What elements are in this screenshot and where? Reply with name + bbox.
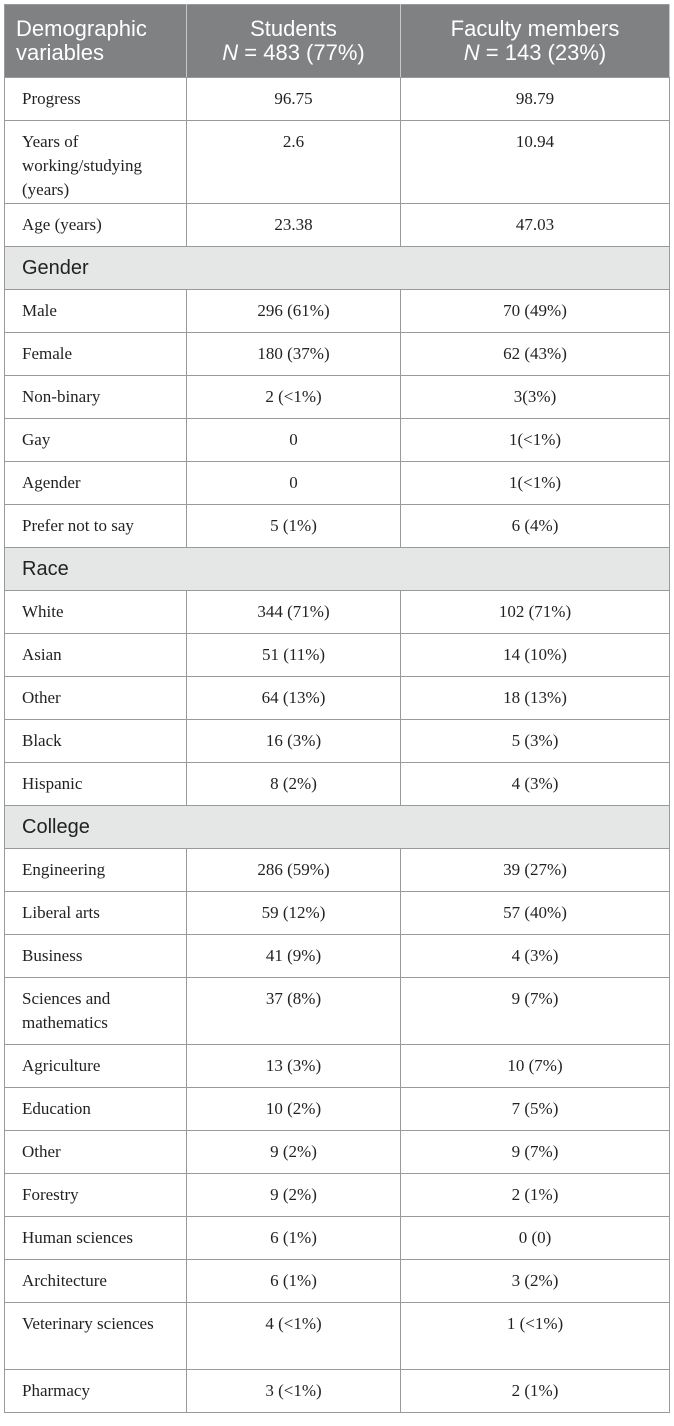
- table-row: [5, 419, 670, 462]
- students-value: 2.6: [187, 121, 401, 204]
- row-label: Veterinary sciences: [5, 1303, 187, 1370]
- students-value: 13 (3%): [187, 1045, 401, 1088]
- row-label: Prefer not to say: [5, 505, 187, 548]
- faculty-value: 0 (0): [401, 1217, 670, 1260]
- table-row: [5, 978, 670, 1045]
- students-value: 9 (2%): [187, 1131, 401, 1174]
- row-label: Sciences and mathematics: [5, 978, 187, 1045]
- students-value: 180 (37%): [187, 333, 401, 376]
- table-body: [5, 78, 670, 1413]
- students-value: 2 (<1%): [187, 376, 401, 419]
- row-label: Human sciences: [5, 1217, 187, 1260]
- table-header: [5, 5, 670, 78]
- students-value: 16 (3%): [187, 720, 401, 763]
- table-row: [5, 591, 670, 634]
- row-label: Age (years): [5, 204, 187, 247]
- section-row-race: [5, 548, 670, 591]
- header-students-title: Students: [250, 16, 337, 41]
- faculty-value: 10 (7%): [401, 1045, 670, 1088]
- row-label: Female: [5, 333, 187, 376]
- students-value: 23.38: [187, 204, 401, 247]
- faculty-value: 9 (7%): [401, 1131, 670, 1174]
- table-row: [5, 720, 670, 763]
- faculty-value: 102 (71%): [401, 591, 670, 634]
- table-row: [5, 505, 670, 548]
- header-students: [187, 5, 401, 78]
- table-row: [5, 376, 670, 419]
- table-row: [5, 78, 670, 121]
- faculty-value: 62 (43%): [401, 333, 670, 376]
- table-row: [5, 1088, 670, 1131]
- row-label: Black: [5, 720, 187, 763]
- row-label: Progress: [5, 78, 187, 121]
- students-value: 64 (13%): [187, 677, 401, 720]
- students-value: 344 (71%): [187, 591, 401, 634]
- faculty-value: 39 (27%): [401, 849, 670, 892]
- table-row: [5, 1303, 670, 1370]
- faculty-value: 4 (3%): [401, 935, 670, 978]
- row-label: Agender: [5, 462, 187, 505]
- header-faculty-n-var: N: [463, 40, 480, 65]
- table-row: [5, 462, 670, 505]
- demographics-table: [4, 4, 670, 1413]
- students-value: 9 (2%): [187, 1174, 401, 1217]
- row-label: Business: [5, 935, 187, 978]
- students-value: 3 (<1%): [187, 1370, 401, 1413]
- row-label: Non-binary: [5, 376, 187, 419]
- faculty-value: 57 (40%): [401, 892, 670, 935]
- faculty-value: 98.79: [401, 78, 670, 121]
- row-label: Forestry: [5, 1174, 187, 1217]
- section-title: Race: [5, 548, 670, 591]
- row-label: Other: [5, 677, 187, 720]
- faculty-value: 4 (3%): [401, 763, 670, 806]
- students-value: 96.75: [187, 78, 401, 121]
- faculty-value: 18 (13%): [401, 677, 670, 720]
- row-label: Pharmacy: [5, 1370, 187, 1413]
- row-label: Gay: [5, 419, 187, 462]
- header-faculty: [401, 5, 670, 78]
- section-title: Gender: [5, 247, 670, 290]
- row-label: Male: [5, 290, 187, 333]
- faculty-value: 47.03: [401, 204, 670, 247]
- students-value: 6 (1%): [187, 1260, 401, 1303]
- students-value: 5 (1%): [187, 505, 401, 548]
- students-value: 6 (1%): [187, 1217, 401, 1260]
- faculty-value: 7 (5%): [401, 1088, 670, 1131]
- section-title: College: [5, 806, 670, 849]
- faculty-value: 9 (7%): [401, 978, 670, 1045]
- faculty-value: 2 (1%): [401, 1370, 670, 1413]
- row-label: Years of working/studying (years): [5, 121, 187, 204]
- faculty-value: 1(<1%): [401, 462, 670, 505]
- faculty-value: 10.94: [401, 121, 670, 204]
- students-value: 0: [187, 462, 401, 505]
- row-label: White: [5, 591, 187, 634]
- students-value: 59 (12%): [187, 892, 401, 935]
- row-label: Engineering: [5, 849, 187, 892]
- table-row: [5, 121, 670, 204]
- students-value: 0: [187, 419, 401, 462]
- students-value: 41 (9%): [187, 935, 401, 978]
- row-label: Hispanic: [5, 763, 187, 806]
- students-value: 8 (2%): [187, 763, 401, 806]
- row-label: Other: [5, 1131, 187, 1174]
- table-row: [5, 763, 670, 806]
- table-row: [5, 677, 670, 720]
- row-label: Education: [5, 1088, 187, 1131]
- faculty-value: 14 (10%): [401, 634, 670, 677]
- students-value: 4 (<1%): [187, 1303, 401, 1370]
- faculty-value: 1(<1%): [401, 419, 670, 462]
- section-row-gender: [5, 247, 670, 290]
- header-faculty-title: Faculty members: [450, 16, 620, 41]
- students-value: 10 (2%): [187, 1088, 401, 1131]
- students-value: 51 (11%): [187, 634, 401, 677]
- table-row: [5, 1045, 670, 1088]
- row-label: Liberal arts: [5, 892, 187, 935]
- faculty-value: 5 (3%): [401, 720, 670, 763]
- faculty-value: 2 (1%): [401, 1174, 670, 1217]
- header-students-n-var: N: [222, 40, 239, 65]
- row-label: Agriculture: [5, 1045, 187, 1088]
- header-faculty-n-value: = 143 (23%): [479, 40, 607, 65]
- section-row-college: [5, 806, 670, 849]
- table-row: [5, 1370, 670, 1413]
- students-value: 286 (59%): [187, 849, 401, 892]
- faculty-value: 3 (2%): [401, 1260, 670, 1303]
- table-row: [5, 935, 670, 978]
- table-row: [5, 634, 670, 677]
- students-value: 37 (8%): [187, 978, 401, 1045]
- faculty-value: 3(3%): [401, 376, 670, 419]
- faculty-value: 1 (<1%): [401, 1303, 670, 1370]
- table-row: [5, 849, 670, 892]
- header-demographic-variables: Demographic variables: [5, 5, 187, 78]
- faculty-value: 70 (49%): [401, 290, 670, 333]
- row-label: Architecture: [5, 1260, 187, 1303]
- table-row: [5, 333, 670, 376]
- table-row: [5, 1217, 670, 1260]
- table-row: [5, 1131, 670, 1174]
- table-row: [5, 892, 670, 935]
- row-label: Asian: [5, 634, 187, 677]
- table-row: [5, 1174, 670, 1217]
- table-row: [5, 204, 670, 247]
- header-students-n-value: = 483 (77%): [238, 40, 365, 65]
- students-value: 296 (61%): [187, 290, 401, 333]
- table-row: [5, 1260, 670, 1303]
- header-row: [5, 5, 670, 78]
- table-row: [5, 290, 670, 333]
- faculty-value: 6 (4%): [401, 505, 670, 548]
